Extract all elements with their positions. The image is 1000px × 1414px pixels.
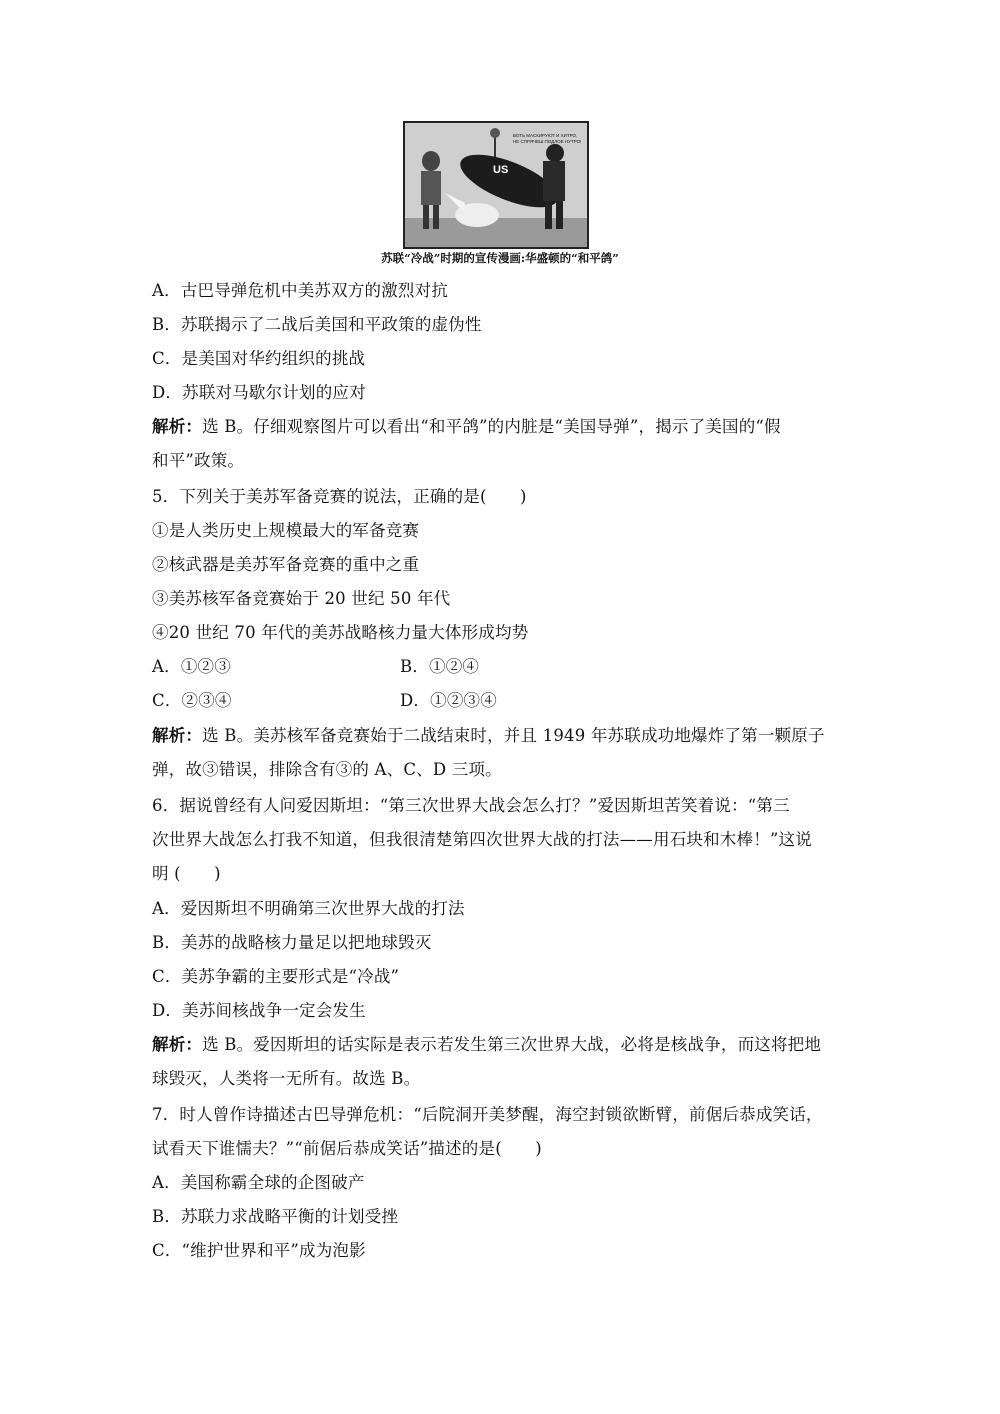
q7-option-b: B．苏联力求战略平衡的计划受挫 [152,1207,399,1226]
q6-analysis-line1 [152,1034,821,1056]
q7-stem-line1: 7．时人曾作诗描述古巴导弹危机：“后院洞开美梦醒，海空封锁欲断臂，前倨后恭成笑话， [152,1105,823,1124]
q4-option-a: A．古巴导弹危机中美苏双方的激烈对抗 [152,281,449,300]
q7-option-a: A．美国称霸全球的企图破产 [152,1173,365,1192]
q5-item-1: ①是人类历史上规模最大的军备竞赛 [152,521,420,540]
q4-option-b: B．苏联揭示了二战后美国和平政策的虚伪性 [152,315,482,334]
cartoon-caption-line2: НЕ СПРЯЧЕШ ПОДЛОЕ НУТРО! [513,139,582,144]
q5-item-4: ④20 世纪 70 年代的美苏战略核力量大体形成均势 [152,623,529,642]
q4-option-c: C．是美国对华约组织的挑战 [152,349,366,368]
analysis-label: 解析： [152,726,203,745]
analysis-label: 解析： [152,417,203,436]
q4-option-d: D．苏联对马歇尔计划的应对 [152,383,366,402]
analysis-text: 选 B。美苏核军备竞赛始于二战结束时，并且 1949 年苏联成功地爆炸了第一颗原子 [202,726,825,745]
q5-stem: 5．下列关于美苏军备竞赛的说法，正确的是( ) [152,487,527,506]
q6-option-b: B．美苏的战略核力量足以把地球毁灭 [152,933,432,952]
q5-analysis-line1 [152,725,825,747]
q5-item-3: ③美苏核军备竞赛始于 20 世纪 50 年代 [152,589,451,608]
q6-stem-line3: 明 ( ) [152,864,221,883]
cold-war-cartoon-image [403,121,589,249]
q4-analysis-line1 [152,416,781,438]
q5-option-d: D．①②③④ [400,691,497,710]
q6-option-c: C．美苏争霸的主要形式是“冷战” [152,967,400,986]
q5-options-row2 [152,690,497,712]
cartoon-caption-line1: ВОТЬ МАСКИРУЮТ И ХИТРО, [513,133,578,138]
q5-item-2: ②核武器是美苏军备竞赛的重中之重 [152,555,420,574]
q5-option-b: B．①②④ [400,657,480,676]
q7-stem-line2: 试看天下谁懦夫？”“前倨后恭成笑话”描述的是( ) [152,1139,542,1158]
q5-analysis-line2: 弹，故③错误，排除含有③的 A、C、D 三项。 [152,760,502,779]
q5-option-c: C．②③④ [152,691,232,710]
cartoon-illustration [405,123,587,247]
q6-option-d: D．美苏间核战争一定会发生 [152,1001,366,1020]
q4-analysis-line2: 和平”政策。 [152,451,245,470]
bomb-label: US [493,164,509,176]
q6-stem-line1: 6．据说曾经有人问爱因斯坦：“第三次世界大战会怎么打？”爱因斯坦苦笑着说：“第三 [152,796,790,815]
q6-option-a: A．爱因斯坦不明确第三次世界大战的打法 [152,899,465,918]
q6-analysis-line2: 球毁灭，人类将一无所有。故选 B。 [152,1069,421,1088]
analysis-text: 选 B。仔细观察图片可以看出“和平鸽”的内脏是“美国导弹”，揭示了美国的“假 [202,417,781,436]
analysis-text: 选 B。爱因斯坦的话实际是表示若发生第三次世界大战，必将是核战争，而这将把地 [202,1035,822,1054]
q7-option-c: C．“维护世界和平”成为泡影 [152,1241,366,1260]
analysis-label: 解析： [152,1035,203,1054]
q5-options-row1 [152,656,480,678]
figure-caption: 苏联“冷战”时期的宣传漫画:华盛顿的“和平鸽” [381,251,619,265]
q5-option-a: A．①②③ [152,657,231,676]
q6-stem-line2: 次世界大战怎么打我不知道，但我很清楚第四次世界大战的打法——用石块和木棒！”这说 [152,830,812,849]
